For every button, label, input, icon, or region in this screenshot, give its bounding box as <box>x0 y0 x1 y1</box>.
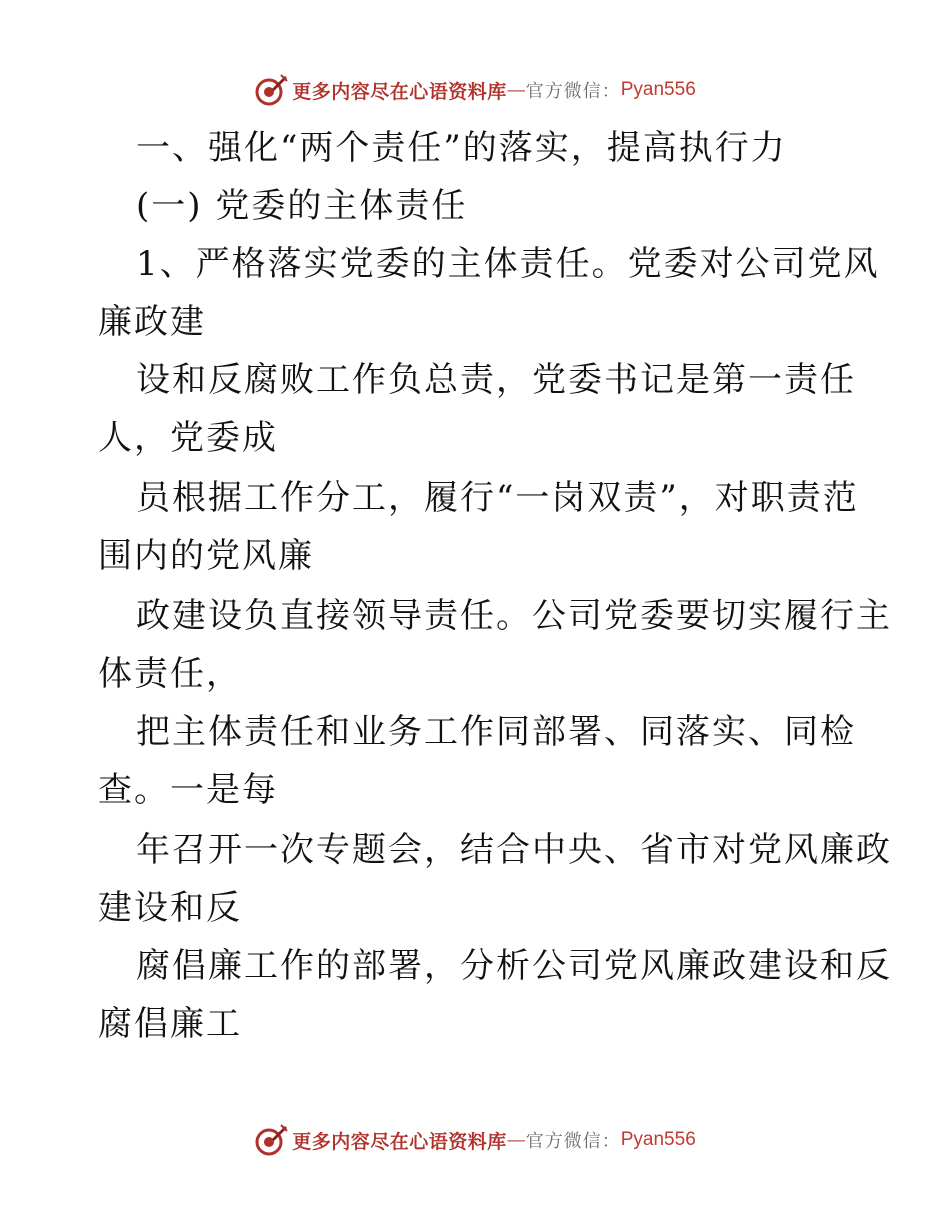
paragraph-line: 人，党委成 <box>98 418 278 458</box>
watermark-wechat-id: Pyan556 <box>620 1129 696 1150</box>
watermark-wechat-label: 官方微信： <box>525 81 621 102</box>
paragraph-line: 腐倡廉工 <box>98 1004 242 1044</box>
watermark-dash: — <box>506 79 526 101</box>
paragraph-line: 廉政建 <box>98 302 206 342</box>
watermark-text: 更多内容尽在心语资料库 <box>292 1130 507 1153</box>
paragraph-line: 设和反腐败工作负总责，党委书记是第一责任 <box>136 360 856 400</box>
watermark-wechat-label: 官方微信： <box>525 1131 621 1152</box>
paragraph-line: 把主体责任和业务工作同部署、同落实、同检 <box>136 712 856 752</box>
header-watermark <box>0 70 950 110</box>
paragraph-line: 围内的党风廉 <box>98 536 314 576</box>
watermark-wechat-id: Pyan556 <box>620 79 696 100</box>
paragraph-line: 腐倡廉工作的部署，分析公司党风廉政建设和反 <box>136 946 892 986</box>
pen-logo-icon <box>254 1123 288 1157</box>
pen-logo-icon <box>254 73 288 107</box>
paragraph-line: 员根据工作分工，履行“一岗双责”，对职责范 <box>136 478 859 518</box>
paragraph-line: 查。一是每 <box>98 770 278 810</box>
paragraph-line: 1、严格落实党委的主体责任。党委对公司党风 <box>136 244 880 284</box>
paragraph-line: 建设和反 <box>98 888 242 928</box>
subsection-heading: (一) 党委的主体责任 <box>136 186 468 226</box>
watermark-banner <box>254 1123 696 1157</box>
section-heading: 一、强化“两个责任”的落实，提高执行力 <box>136 128 787 168</box>
paragraph-line: 体责任， <box>98 654 242 694</box>
watermark-banner <box>254 73 696 107</box>
paragraph-line: 政建设负直接领导责任。公司党委要切实履行主 <box>136 596 892 636</box>
footer-watermark <box>0 1120 950 1160</box>
paragraph-line: 年召开一次专题会，结合中央、省市对党风廉政 <box>136 830 892 870</box>
watermark-text: 更多内容尽在心语资料库 <box>292 80 507 103</box>
watermark-dash: — <box>506 1129 526 1151</box>
